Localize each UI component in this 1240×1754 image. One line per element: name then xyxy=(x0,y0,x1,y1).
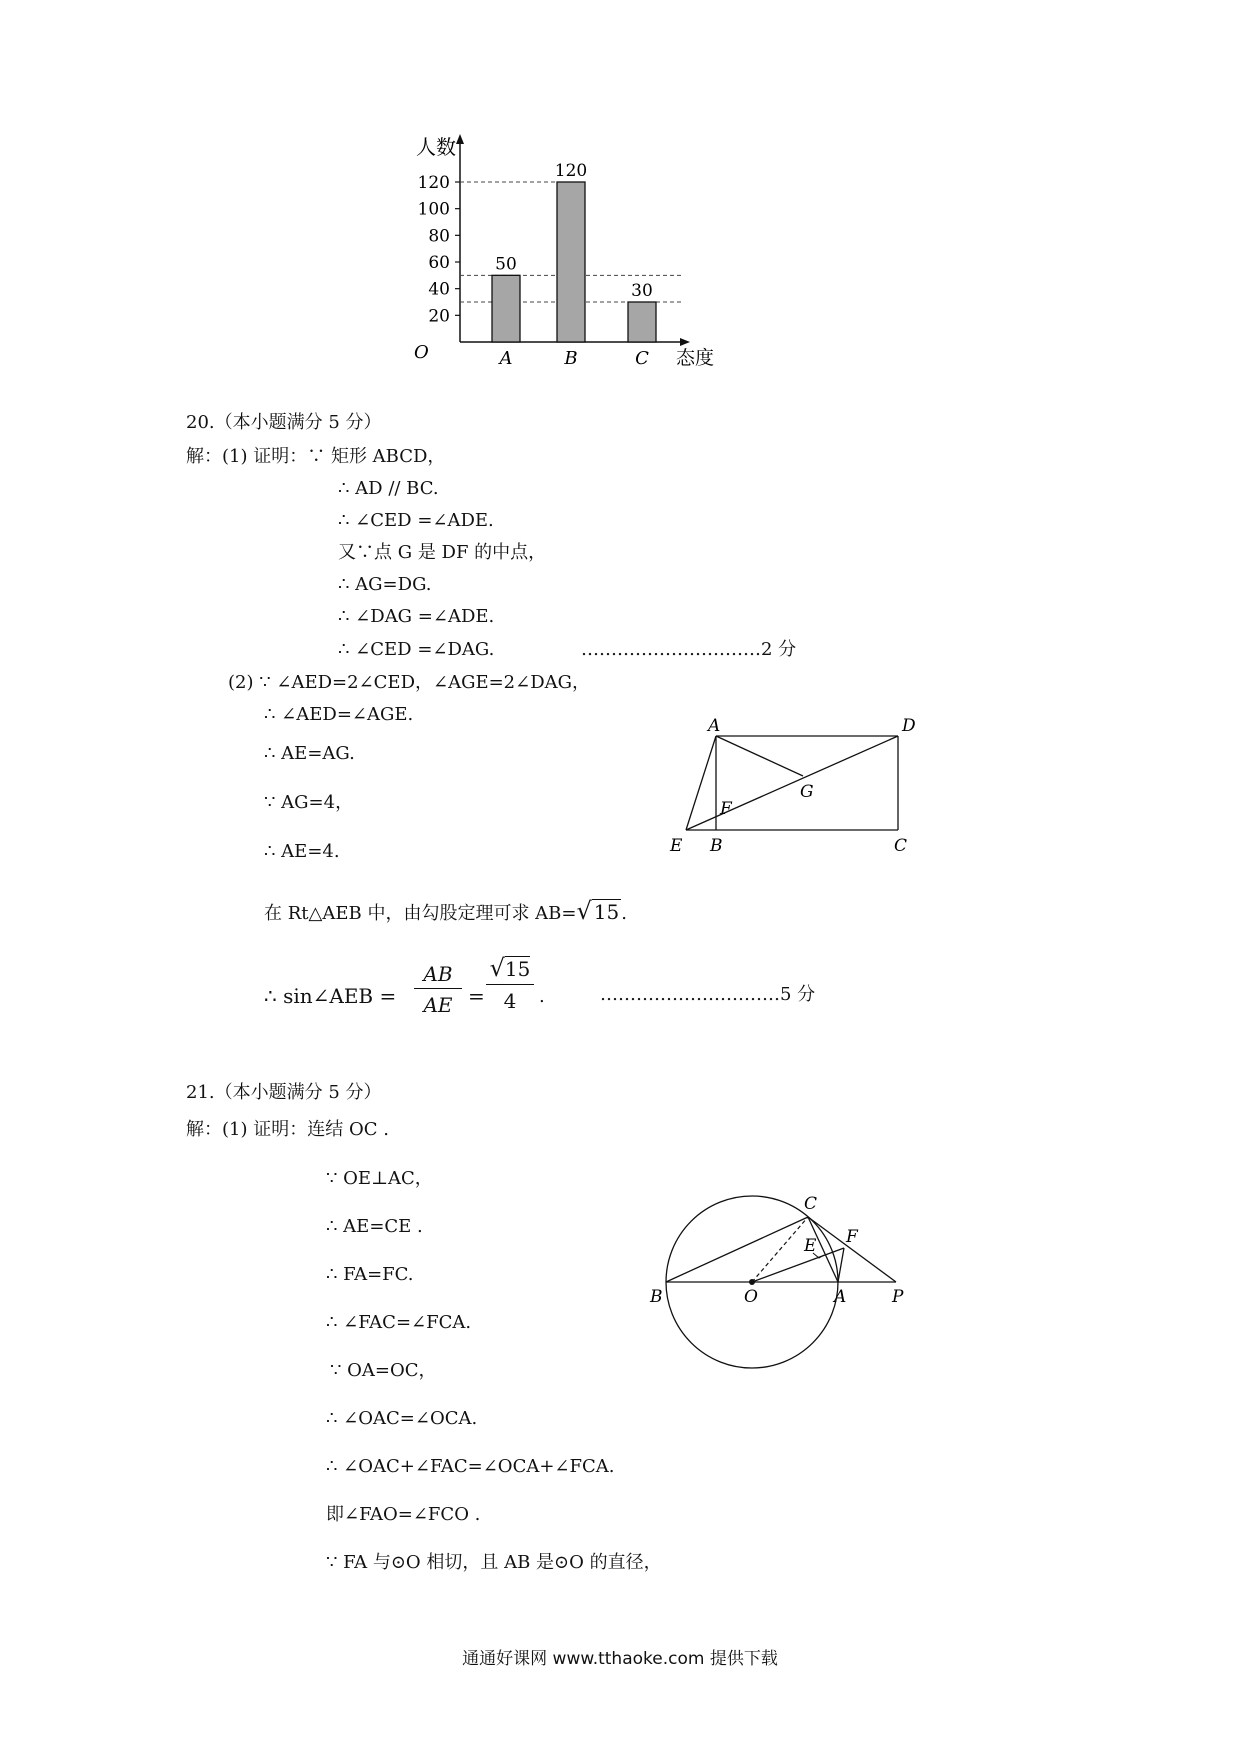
bar-b xyxy=(557,182,585,342)
q20-p2-line: ∴ ∠AED=∠AGE. xyxy=(264,704,414,725)
q21-line: ∵ FA 与⊙O 相切，且 AB 是⊙O 的直径， xyxy=(326,1552,662,1573)
point-label-g: G xyxy=(800,782,814,802)
point-label-a: A xyxy=(834,1287,847,1307)
fraction-numerator xyxy=(486,954,534,985)
pythagoras-text: 在 Rt△AEB 中，由勾股定理可求 AB= xyxy=(264,903,577,924)
period: . xyxy=(539,986,545,1007)
q20-p1-line: ∴ ∠CED =∠DAG. xyxy=(338,639,495,660)
score-mark: …………………………2 分 xyxy=(581,639,797,660)
y-axis-arrow xyxy=(456,134,464,144)
q21-line: ∴ ∠OAC+∠FAC=∠OCA+∠FCA. xyxy=(326,1456,615,1477)
bar-value-label: 30 xyxy=(631,281,653,301)
y-tick-label: 100 xyxy=(417,199,450,220)
point-label-e: E xyxy=(670,836,683,856)
q20-p1-line: ∴ ∠DAG =∠ADE. xyxy=(338,606,495,627)
bar-a xyxy=(492,275,520,342)
y-tick-label: 60 xyxy=(428,253,450,273)
category-label: A xyxy=(499,348,513,369)
y-axis-label: 人数 xyxy=(416,135,456,159)
bar-c xyxy=(628,302,656,342)
q20-header: 20.（本小题满分 5 分） xyxy=(186,412,382,433)
q21-line: ∴ AE=CE . xyxy=(326,1216,423,1237)
bar-value-label: 120 xyxy=(554,161,588,181)
q20-p2-line: ∴ AE=4. xyxy=(264,841,340,862)
q20-p1-line: 解：(1) 证明：∵ 矩形 ABCD， xyxy=(186,446,446,467)
point-label-f: F xyxy=(846,1227,858,1247)
x-axis-arrow xyxy=(680,338,690,346)
bar-value-label: 50 xyxy=(495,254,517,275)
origin-label: O xyxy=(414,342,429,363)
q21-line: ∴ ∠OAC=∠OCA. xyxy=(326,1408,478,1429)
y-tick-label: 20 xyxy=(428,306,450,327)
point-label-b: B xyxy=(710,836,723,856)
fraction-denominator: AE xyxy=(423,993,453,1017)
point-label-b: B xyxy=(650,1287,663,1307)
circle-figure xyxy=(648,1188,928,1378)
y-tick-label: 40 xyxy=(428,279,450,300)
pythagoras-line xyxy=(264,897,627,925)
footer-source: 通通好课网 www.tthaoke.com 提供下载 xyxy=(462,1649,778,1669)
sqrt-sign: √ xyxy=(489,954,505,982)
period: . xyxy=(621,903,627,924)
q20-p1-line: ∴ ∠CED =∠ADE. xyxy=(338,510,494,531)
x-axis-label: 态度 xyxy=(676,347,715,369)
fraction-denominator: 4 xyxy=(503,989,517,1013)
q20-p1-line: ∴ AG=DG. xyxy=(338,574,432,595)
score-mark: …………………………5 分 xyxy=(600,984,816,1005)
sqrt-radicand: 15 xyxy=(593,900,620,924)
fraction-sqrt15-4 xyxy=(486,954,534,1013)
sqrt-radicand: 15 xyxy=(504,957,531,981)
q20-p2-line: ∵ AG=4， xyxy=(264,792,354,813)
q20-p2-line: (2) ∵ ∠AED=2∠CED，∠AGE=2∠DAG， xyxy=(228,672,591,693)
bar-chart xyxy=(414,130,800,415)
sin-prefix: ∴ sin∠AEB = xyxy=(264,984,397,1008)
q20-p2-line: ∴ AE=AG. xyxy=(264,743,355,764)
rectangle-figure xyxy=(670,718,930,868)
sqrt-sign: √ xyxy=(576,897,592,925)
q21-header: 21.（本小题满分 5 分） xyxy=(186,1082,382,1103)
point-label-d: D xyxy=(902,716,916,736)
point-label-a: A xyxy=(708,716,721,736)
category-label: C xyxy=(635,348,649,369)
point-label-e: E xyxy=(804,1236,817,1256)
point-label-p: P xyxy=(892,1287,904,1307)
y-tick-label: 120 xyxy=(417,173,450,193)
point-label-f: F xyxy=(720,799,732,819)
category-label: B xyxy=(564,348,578,369)
q21-line: ∴ ∠FAC=∠FCA. xyxy=(326,1312,472,1333)
equals-sign: = xyxy=(468,984,485,1008)
fraction-numerator: AB xyxy=(414,962,462,989)
q21-line: ∴ FA=FC. xyxy=(326,1264,414,1285)
fraction-ab-ae xyxy=(414,962,462,1017)
point-label-c: C xyxy=(894,836,908,856)
q21-line: ∵ OA=OC， xyxy=(330,1360,437,1381)
point-label-o: O xyxy=(744,1287,758,1307)
y-tick-label: 80 xyxy=(428,226,450,247)
q20-p1-line: ∴ AD // BC. xyxy=(338,478,439,499)
q21-line: 解：(1) 证明：连结 OC . xyxy=(186,1119,389,1140)
point-label-c: C xyxy=(804,1194,818,1214)
q21-line: 即∠FAO=∠FCO . xyxy=(326,1504,481,1525)
q21-line: ∵ OE⊥AC， xyxy=(326,1168,433,1189)
q20-p1-line: 又∵点 G 是 DF 的中点， xyxy=(338,542,547,563)
